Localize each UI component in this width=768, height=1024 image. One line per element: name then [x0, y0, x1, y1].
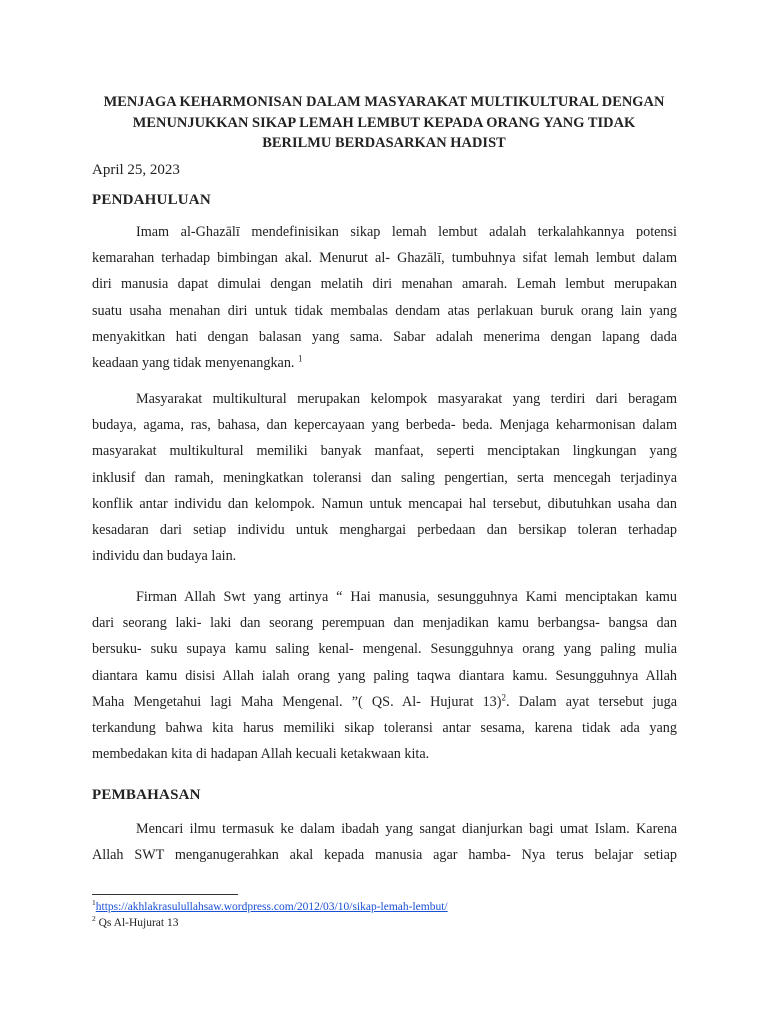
- paragraph-line-text: Maha Mengetahui lagi Maha Mengenal. ”( QS. Al- Hujurat 13): [92, 693, 502, 710]
- paragraph-line: Allah SWT menganugerahkan akal kepada manusia agar hamba- Nya terus belajar setiap: [92, 847, 677, 864]
- paragraph-3: [92, 584, 677, 767]
- title-line: BERILMU BERDASARKAN HADIST: [262, 135, 506, 151]
- footnote-1: [92, 899, 448, 915]
- paragraph-line: bersuku- suku supaya kamu saling kenal- mengenal. Sesungguhnya orang yang paling mulia: [92, 641, 677, 658]
- paragraph-line: Firman Allah Swt yang artinya “ Hai manusia, sesungguhnya Kami menciptakan kamu: [136, 589, 677, 605]
- paragraph-line: Imam al-Ghazālī mendefinisikan sikap lemah lembut adalah terkalahkannya potensi: [136, 224, 677, 240]
- document-title: [80, 92, 688, 154]
- document-date: April 25, 2023: [92, 162, 180, 178]
- title-line: MENUNJUKKAN SIKAP LEMAH LEMBUT KEPADA ORANG YANG TIDAK: [132, 114, 636, 131]
- footnote-link[interactable]: https://akhlakrasulullahsaw.wordpress.com/2012/03/10/sikap-lemah-lembut/: [95, 901, 448, 913]
- footnote-text: Qs Al-Hujurat 13: [98, 917, 179, 929]
- paragraph-line: kesadaran dari setiap individu untuk menghargai perbedaan dan bersikap toleran terhadap: [92, 521, 677, 538]
- paragraph-1: [92, 219, 677, 376]
- paragraph-line: [92, 689, 677, 715]
- paragraph-line: diantara kamu disisi Allah ialah orang yang paling taqwa diantara kamu. Sesungguhnya Allah: [92, 667, 677, 684]
- paragraph-line: menyakitkan hati dengan balasan yang sama. Sabar adalah menerima dengan lapang dada: [92, 328, 677, 345]
- paragraph-2: [92, 386, 677, 569]
- footnote-number: 2: [92, 914, 96, 924]
- footnote-number: 1: [92, 898, 96, 908]
- title-line: MENJAGA KEHARMONISAN DALAM MASYARAKAT MULTIKULTURAL DENGAN: [103, 94, 665, 110]
- paragraph-line: individu dan budaya lain.: [92, 548, 237, 565]
- paragraph-line: diri manusia dapat dimulai dengan melatih diri menahan amarah. Lemah lembut merupakan: [92, 276, 677, 293]
- paragraph-line: Mencari ilmu termasuk ke dalam ibadah yang sangat dianjurkan bagi umat Islam. Karena: [136, 821, 677, 837]
- footnote-ref[interactable]: 2: [501, 692, 506, 703]
- paragraph-4: [92, 816, 677, 868]
- footnote-ref[interactable]: 1: [298, 353, 303, 364]
- paragraph-line: dari seorang laki- laki dan seorang perempuan dan menjadikan kamu berbangsa- bangsa dan: [92, 615, 677, 632]
- footnote-2: [92, 915, 448, 931]
- heading-pembahasan: PEMBAHASAN: [92, 787, 201, 803]
- heading-pendahuluan: PENDAHULUAN: [92, 192, 211, 208]
- paragraph-line: Masyarakat multikultural merupakan kelompok masyarakat yang terdiri dari beragam: [136, 391, 677, 407]
- paragraph-line-tail: . Dalam ayat tersebut juga: [506, 693, 677, 710]
- paragraph-line: budaya, agama, ras, bahasa, dan kepercayaan yang berbeda- beda. Menjaga keharmonisan dalam: [92, 417, 677, 434]
- paragraph-line: masyarakat multikultural memiliki banyak manfaat, seperti menciptakan lingkungan yang: [92, 443, 677, 460]
- paragraph-line: suatu usaha menahan diri untuk tidak membalas dendam atas perlakuan buruk orang lain yang: [92, 302, 677, 319]
- paragraph-line: [92, 350, 677, 376]
- paragraph-line: membedakan kita di hadapan Allah kecuali ketakwaan kita.: [92, 746, 430, 763]
- paragraph-line: kemarahan terhadap bimbingan akal. Menurut al- Ghazālī, tumbuhnya sifat lemah lembut dalam: [92, 250, 677, 267]
- paragraph-line: inklusif dan ramah, meningkatkan toleransi dan saling pengertian, serta mencegah terjadinya: [92, 469, 677, 486]
- footnotes: [92, 899, 448, 931]
- paragraph-line: konflik antar individu dan kelompok. Namun untuk mencapai hal tersebut, dibutuhkan usaha dan: [92, 495, 677, 512]
- footnote-separator: [92, 894, 238, 895]
- paragraph-line: terkandung bahwa kita harus memiliki sikap toleransi antar sesama, karena tidak ada yang: [92, 719, 677, 736]
- paragraph-line-text: keadaan yang tidak menyenangkan.: [92, 354, 295, 371]
